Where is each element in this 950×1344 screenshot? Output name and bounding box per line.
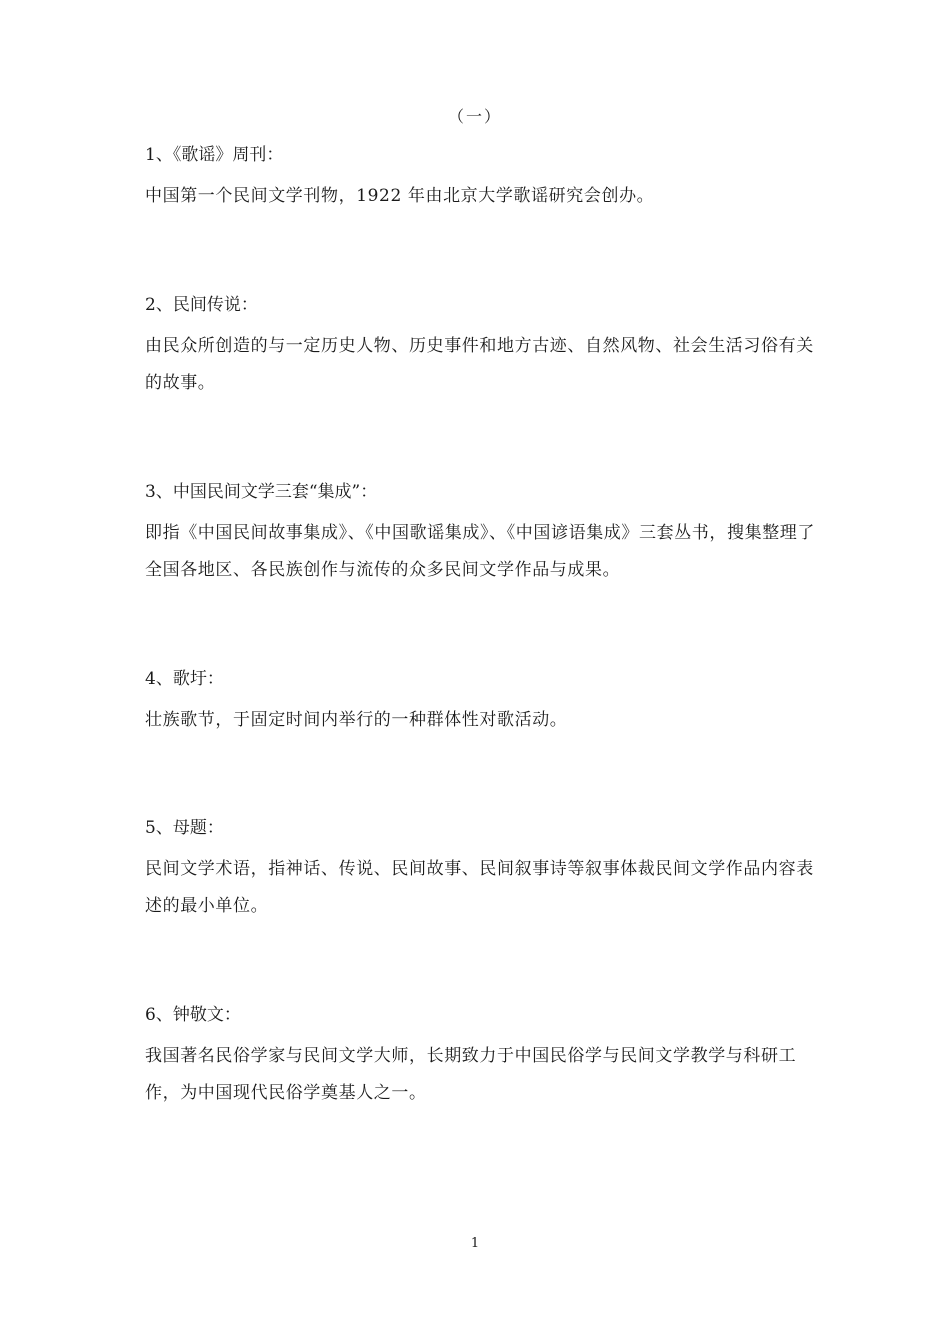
glossary-entry-2 xyxy=(145,292,815,402)
entry-term: 1、《歌谣》周刊： xyxy=(145,145,284,165)
entry-term: 6、钟敬文： xyxy=(145,1005,241,1025)
entry-definition: 中国第一个民间文学刊物，1922 年由北京大学歌谣研究会创办。 xyxy=(145,186,655,206)
entry-term: 5、母题： xyxy=(145,818,224,838)
entry-definition: 民间文学术语，指神话、传说、民间故事、民间叙事诗等叙事体裁民间文学作品内容表述的最小单位。 xyxy=(145,859,814,916)
glossary-entry-5 xyxy=(145,815,815,925)
entry-term: 3、中国民间文学三套“集成”： xyxy=(145,482,378,502)
glossary-entry-3 xyxy=(145,479,815,589)
entry-definition: 由民众所创造的与一定历史人物、历史事件和地方古迹、自然风物、社会生活习俗有关的故事。 xyxy=(145,336,814,393)
entry-term: 2、民间传说： xyxy=(145,295,258,315)
entry-term: 4、歌圩： xyxy=(145,669,224,689)
glossary-entry-4 xyxy=(145,666,815,739)
section-title: （一） xyxy=(447,107,502,126)
glossary-entry-1 xyxy=(145,142,815,215)
entry-definition: 我国著名民俗学家与民间文学大师，长期致力于中国民俗学与民间文学教学与科研工作，为中国现代民俗学奠基人之一。 xyxy=(145,1046,797,1103)
entry-definition: 壮族歌节，于固定时间内举行的一种群体性对歌活动。 xyxy=(145,710,568,730)
entry-definition: 即指《中国民间故事集成》、《中国歌谣集成》、《中国谚语集成》三套丛书，搜集整理了全国各地区、各民族创作与流传的众多民间文学作品与成果。 xyxy=(145,523,815,580)
page-number: 1 xyxy=(470,1236,480,1251)
glossary-entry-6 xyxy=(145,1002,815,1112)
